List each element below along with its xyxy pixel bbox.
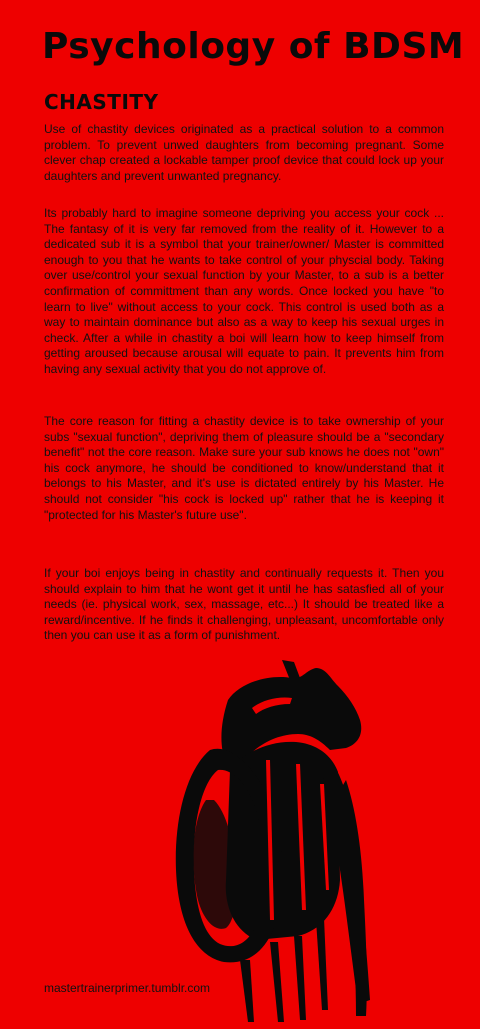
- paragraph-ownership: The core reason for fitting a chastity device is to take ownership of your subs "sexual function", depriving them of pleasure should be a "secondary benefit" not the core reason. Make sure your sub knows he does not "own" his cock anymore, he should be conditioned to know/understand that it belongs to his Master, and it's use is dictated entirely by his Master. He should not consider "his cock is locked up" rather that he is keeping it "protected for his Master's future use".: [44, 414, 444, 522]
- section-heading: CHASTITY: [44, 90, 159, 114]
- poster-title: Psychology of BDSM: [42, 26, 465, 67]
- chastity-device-illustration: [170, 660, 370, 1024]
- paragraph-symbolism: Its probably hard to imagine someone depriving you access your cock ... The fantasy of it is very far removed from the reality of it. However to a dedicated sub it is a symbol that your trainer/owner/ Master is committed enough to you that he wants to take control of your physcial body. Taking over use/control your sexual function by your Master, to a sub is a better confirmation of committment than any words. Once locked you have "to learn to live" without access to your cock. This control is used both as a way to maintain dominance but also as a way to keep his sexual urges in check. After a while in chastity a boi will learn how to keep himself from getting aroused because arousal will equate to pain. It prevents him from having any sexual activity that you do not approve of.: [44, 206, 444, 376]
- paragraph-reward: If your boi enjoys being in chastity and continually requests it. Then you should explain to him that he wont get it until he has satasfied all of your needs (ie. physical work, sex, massage, etc...) It should be treated like a reward/incentive. If he finds it challenging, unpleasant, uncomfortable only then you can use it as a form of punishment.: [44, 566, 444, 643]
- paragraph-origin: Use of chastity devices originated as a practical solution to a common problem. To prevent unwed daughters from becoming pregnant. Some clever chap created a lockable tamper proof device that could lock up your daughters and prevent unwanted pregnancy.: [44, 122, 444, 183]
- footer-url: mastertrainerprimer.tumblr.com: [44, 981, 211, 995]
